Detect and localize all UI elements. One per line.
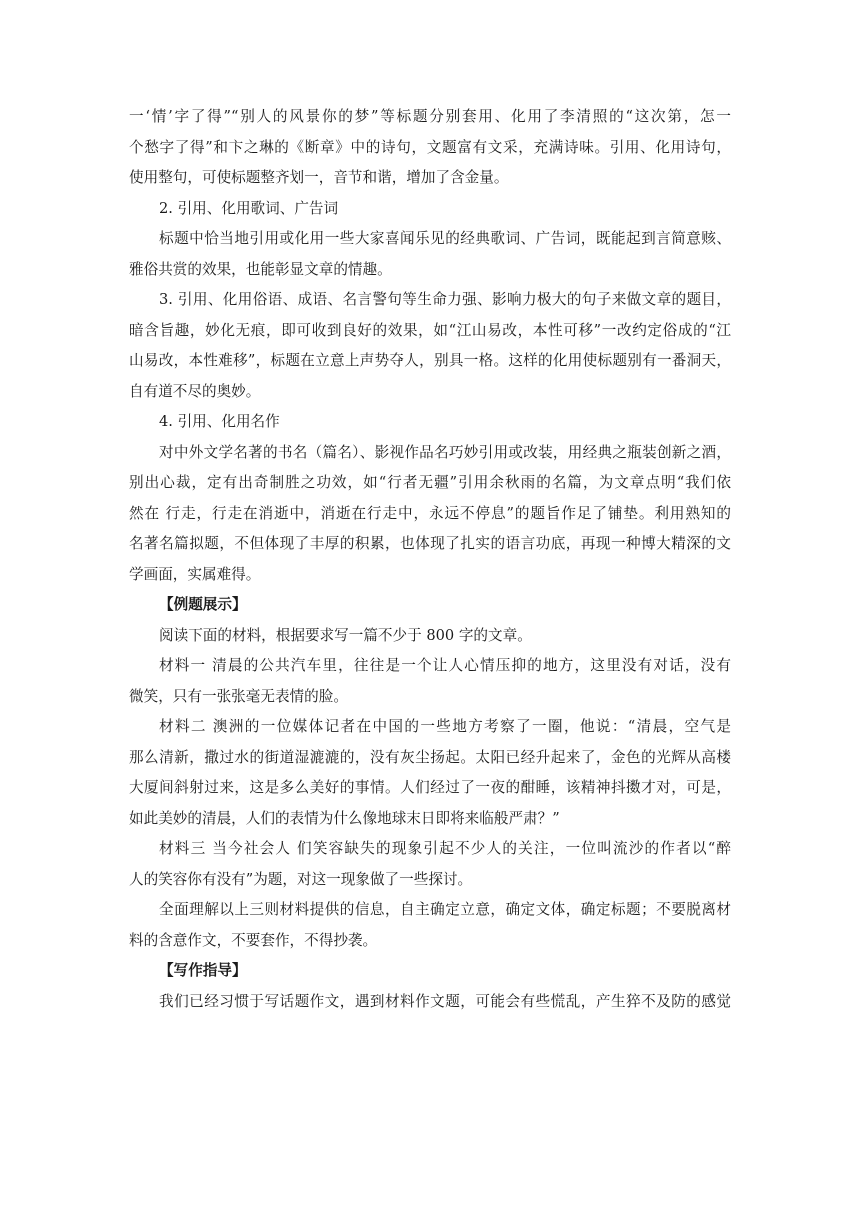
section-heading: 4. 引用、化用名作 [159, 413, 280, 430]
text-line: 材料二 澳洲的一位媒体记者在中国的一些地方考察了一圈，他说：“清晨，空气是 [159, 718, 731, 735]
document-page [129, 102, 731, 1017]
text-line: 那么清新，撒过水的街道湿漉漉的，没有灰尘扬起。太阳已经升起来了，金色的光辉从高楼 [129, 748, 731, 766]
text-line: 学画面，实属难得。 [129, 565, 261, 583]
text-line: 人的笑容你有没有”为题，对这一现象做了一些探讨。 [129, 870, 473, 888]
text-line: 我们已经习惯于写话题作文，遇到材料作文题，可能会有些慌乱，产生猝不及防的感觉 [159, 992, 731, 1010]
text-line: 材料一 清晨的公共汽车里，往往是一个让人心情压抑的地方，这里没有对话，没有 [159, 657, 731, 674]
text-line: 大厦间斜射过来，这是多么美好的事情。人们经过了一夜的酣睡，该精神抖擞才对，可是， [129, 779, 731, 796]
text-line: 阅读下面的材料，根据要求写一篇不少于 800 字的文章。 [159, 626, 532, 644]
section-heading: 【例题展示】 [159, 596, 247, 613]
text-line: 标题中恰当地引用或化用一些大家喜闻乐见的经典歌词、广告词，既能起到言简意赅、 [159, 230, 731, 247]
text-line: 雅俗共赏的效果，也能彰显文章的情趣。 [129, 260, 392, 278]
text-line: 别出心裁，定有出奇制胜之功效，如“行者无疆”引用余秋雨的名篇，为文章点明“我们依 [129, 474, 731, 491]
text-line: 料的含意作文，不要套作，不得抄袭。 [129, 931, 378, 949]
section-heading: 2. 引用、化用歌词、广告词 [159, 199, 339, 217]
text-line: 一‘情’字了得”“别人的风景你的梦”等标题分别套用、化用了李清照的“这次第，怎一 [129, 108, 731, 125]
text-line: 微笑，只有一张张毫无表情的脸。 [129, 687, 348, 705]
text-line: 材料三 当今社会人 们笑容缺失的现象引起不少人的关注，一位叫流沙的作者以“醉 [159, 840, 731, 857]
text-line: 自有道不尽的奥妙。 [129, 382, 261, 400]
text-line: 名著名篇拟题，不但体现了丰厚的积累，也体现了扎实的语言功底，再现一种博大精深的文 [129, 535, 731, 552]
text-line: 全面理解以上三则材料提供的信息，自主确定立意，确定文体，确定标题；不要脱离材 [159, 901, 731, 918]
text-line: 对中外文学名著的书名（篇名）、影视作品名巧妙引用或改装，用经典之瓶装创新之酒， [159, 443, 731, 461]
text-line: 3. 引用、化用俗语、成语、名言警句等生命力强、影响力极大的句子来做文章的题目， [159, 291, 731, 308]
text-line: 暗含旨趣，妙化无痕，即可收到良好的效果，如“江山易改，本性可移”一改约定俗成的“江 [129, 321, 731, 339]
text-line: 然在 行走，行走在消逝中，消逝在行走中，永远不停息”的题旨作足了铺垫。利用熟知的 [129, 504, 731, 522]
text-line: 个愁字了得”和卞之琳的《断章》中的诗句，文题富有文采，充满诗味。引用、化用诗句， [129, 138, 731, 156]
text-line: 使用整句，可使标题整齐划一，音节和谐，增加了含金量。 [129, 169, 509, 186]
text-line: 山易改，本性难移”，标题在立意上声势夺人，别具一格。这样的化用使标题别有一番洞天， [129, 352, 731, 369]
section-heading: 【写作指导】 [159, 962, 247, 979]
text-line: 如此美妙的清晨，人们的表情为什么像地球末日即将来临般严肃？” [129, 809, 560, 827]
